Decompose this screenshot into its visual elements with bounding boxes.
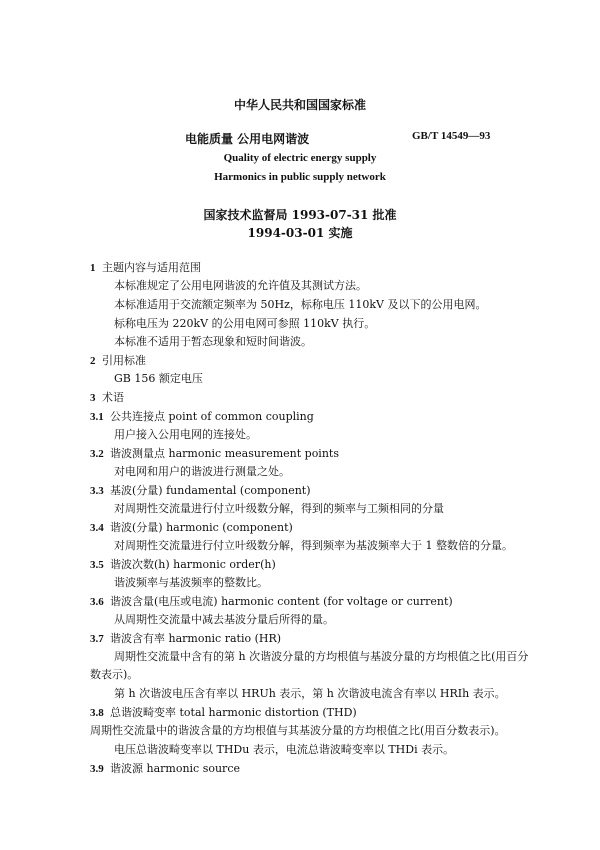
term-title: 谐波源 harmonic source <box>110 762 240 775</box>
term-heading <box>90 632 281 646</box>
title-cn: 电能质量 公用电网谐波 <box>185 132 310 146</box>
paragraph-line: 对周期性交流量进行付立叶级数分解，得到频率为基波频率大于 1 整数倍的分量。 <box>114 539 513 552</box>
term-heading <box>90 484 311 498</box>
section-number: 1 <box>90 262 96 274</box>
section-heading <box>90 391 124 405</box>
term-heading <box>90 762 240 776</box>
standard-code: GB/T 14549—93 <box>412 130 491 142</box>
standard-org-heading: 中华人民共和国国家标准 <box>233 98 366 112</box>
paragraph-line: 谐波频率与基波频率的整数比。 <box>114 576 268 589</box>
section-number: 2 <box>90 355 96 367</box>
paragraph-line: 周期性交流量中的谐波含量的方均根值与其基波分量的方均根值之比(用百分数表示)。 <box>90 724 506 737</box>
term-number: 3.3 <box>90 485 104 497</box>
term-title: 谐波次数(h) harmonic order(h) <box>110 558 276 571</box>
term-title: 谐波(分量) harmonic (component) <box>110 521 293 534</box>
term-title: 总谐波畸变率 total harmonic distortion (THD) <box>110 706 357 719</box>
term-number: 3.9 <box>90 763 104 775</box>
title-en-line-1: Quality of electric energy supply <box>223 152 377 164</box>
section-heading <box>90 261 201 275</box>
paragraph-line: 对周期性交流量进行付立叶级数分解，得到的频率与工频相同的分量 <box>114 502 444 515</box>
term-heading <box>90 595 453 609</box>
section-number: 3 <box>90 392 96 404</box>
paragraph-line: 从周期性交流量中减去基波分量后所得的量。 <box>114 613 334 626</box>
paragraph-line: 电压总谐波畸变率以 THDu 表示，电流总谐波畸变率以 THDi 表示。 <box>114 743 455 756</box>
section-title: 术语 <box>102 391 124 404</box>
term-heading <box>90 447 339 461</box>
term-number: 3.6 <box>90 596 104 608</box>
term-title: 公共连接点 point of common coupling <box>110 410 314 423</box>
term-number: 3.8 <box>90 707 104 719</box>
term-heading <box>90 558 276 572</box>
term-heading <box>90 706 357 720</box>
paragraph-line: GB 156 额定电压 <box>114 372 203 385</box>
term-number: 3.1 <box>90 411 104 423</box>
term-number: 3.2 <box>90 448 104 460</box>
effective-date-line: 1994-03-01 实施 <box>247 226 353 240</box>
paragraph-line: 周期性交流量中含有的第 h 次谐波分量的方均根值与基波分量的方均根值之比(用百分 <box>114 650 529 663</box>
term-title: 谐波含量(电压或电流) harmonic content (for voltage or current) <box>110 595 453 608</box>
term-number: 3.5 <box>90 559 104 571</box>
paragraph-line: 本标准适用于交流额定频率为 50Hz，标称电压 110kV 及以下的公用电网。 <box>114 298 487 311</box>
term-title: 谐波测量点 harmonic measurement points <box>110 447 339 460</box>
paragraph-line: 本标准不适用于暂态现象和短时间谐波。 <box>114 335 312 348</box>
paragraph-line: 标称电压为 220kV 的公用电网可参照 110kV 执行。 <box>114 317 376 330</box>
term-title: 谐波含有率 harmonic ratio (HR) <box>110 632 282 645</box>
section-heading <box>90 354 146 368</box>
paragraph-line: 第 h 次谐波电压含有率以 HRUh 表示，第 h 次谐波电流含有率以 HRIh 表示。 <box>114 687 506 700</box>
term-heading <box>90 521 293 535</box>
paragraph-line: 本标准规定了公用电网谐波的允许值及其测试方法。 <box>114 279 367 292</box>
term-heading <box>90 410 314 424</box>
term-number: 3.7 <box>90 633 104 645</box>
section-title: 引用标准 <box>102 354 146 367</box>
paragraph-line: 对电网和用户的谐波进行测量之处。 <box>114 465 290 478</box>
section-title: 主题内容与适用范围 <box>102 261 201 274</box>
title-en-line-2: Harmonics in public supply network <box>214 171 386 183</box>
paragraph-line: 用户接入公用电网的连接处。 <box>114 428 257 441</box>
term-title: 基波(分量) fundamental (component) <box>110 484 311 497</box>
approval-line: 国家技术监督局 1993-07-31 批准 <box>203 208 397 222</box>
term-number: 3.4 <box>90 522 104 534</box>
paragraph-line: 数表示)。 <box>90 668 139 681</box>
